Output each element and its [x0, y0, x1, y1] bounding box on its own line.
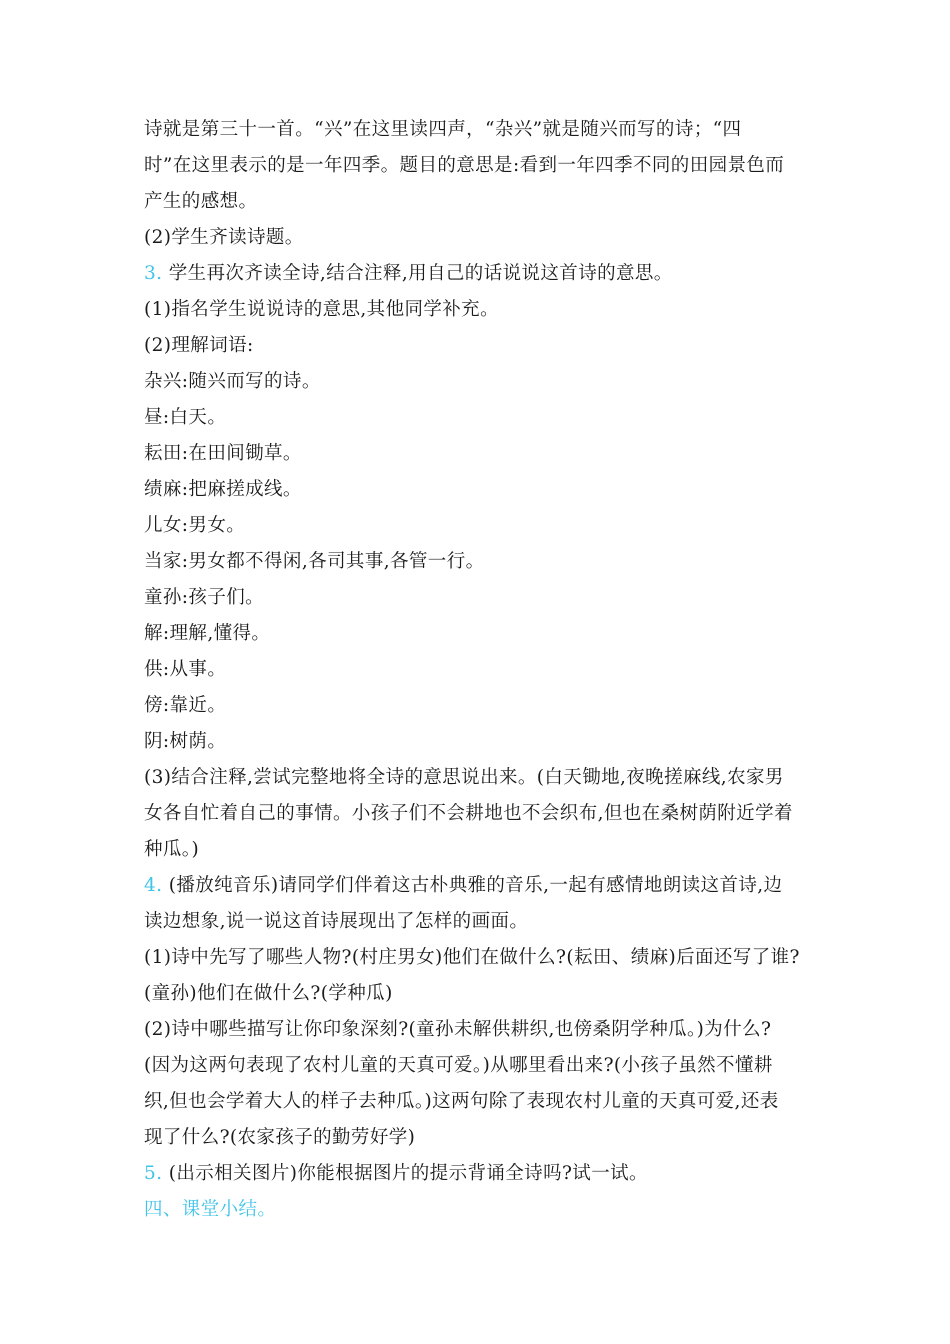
paragraph-line: 读边想象,说一说这首诗展现出了怎样的画面。: [144, 911, 529, 932]
document-body: [144, 112, 824, 1228]
paragraph-line: (2)诗中哪些描写让你印象深刻?(童孙未解供耕织,也傍桑阴学种瓜。)为什么?: [144, 1019, 772, 1040]
paragraph-line: (2)学生齐读诗题。: [144, 227, 304, 248]
step-text: (播放纯音乐)请同学们伴着这古朴典雅的音乐,一起有感情地朗读这首诗,边: [162, 875, 783, 896]
step-number: 3.: [144, 263, 163, 284]
paragraph-line: (1)诗中先写了哪些人物?(村庄男女)他们在做什么?(耘田、绩麻)后面还写了谁?: [144, 947, 800, 968]
vocab-item: 昼:白天。: [144, 407, 227, 428]
paragraph-line: 女各自忙着自己的事情。小孩子们不会耕地也不会织布,但也在桑树荫附近学着: [144, 803, 793, 824]
vocab-item: 供:从事。: [144, 659, 227, 680]
paragraph-line: 织,但也会学着大人的样子去种瓜。)这两句除了表现农村儿童的天真可爱,还表: [144, 1091, 779, 1112]
vocab-item: 耘田:在田间锄草。: [144, 443, 302, 464]
vocab-item: 童孙:孩子们。: [144, 587, 265, 608]
vocab-item: 当家:男女都不得闲,各司其事,各管一行。: [144, 551, 485, 572]
paragraph-line: (3)结合注释,尝试完整地将全诗的意思说出来。(白天锄地,夜晚搓麻线,农家男: [144, 767, 784, 788]
paragraph-line: (因为这两句表现了农村儿童的天真可爱。)从哪里看出来?(小孩子虽然不懂耕: [144, 1055, 773, 1076]
paragraph-line: 种瓜。): [144, 839, 200, 860]
paragraph-line: 诗就是第三十一首。“兴”在这里读四声，“杂兴”就是随兴而写的诗；“四: [144, 119, 742, 140]
vocab-item: 杂兴:随兴而写的诗。: [144, 371, 321, 392]
section-heading: 四、课堂小结。: [144, 1199, 277, 1220]
paragraph-line: 产生的感想。: [144, 191, 258, 212]
step-3: [144, 256, 824, 292]
paragraph-line: (2)理解词语:: [144, 335, 254, 356]
step-4: [144, 868, 824, 904]
paragraph-line: 现了什么?(农家孩子的勤劳好学): [144, 1127, 416, 1148]
step-5: [144, 1156, 824, 1192]
vocab-item: 傍:靠近。: [144, 695, 227, 716]
paragraph-line: (1)指名学生说说诗的意思,其他同学补充。: [144, 299, 499, 320]
step-text: (出示相关图片)你能根据图片的提示背诵全诗吗?试一试。: [162, 1163, 648, 1184]
step-number: 5.: [144, 1163, 163, 1184]
paragraph-line: 时”在这里表示的是一年四季。题目的意思是:看到一年四季不同的田园景色而: [144, 155, 785, 176]
step-number: 4.: [144, 875, 163, 896]
vocab-item: 解:理解,懂得。: [144, 623, 271, 644]
vocab-item: 儿女:男女。: [144, 515, 246, 536]
paragraph-line: (童孙)他们在做什么?(学种瓜): [144, 983, 393, 1004]
step-text: 学生再次齐读全诗,结合注释,用自己的话说说这首诗的意思。: [162, 263, 673, 284]
vocab-item: 阴:树荫。: [144, 731, 227, 752]
vocab-item: 绩麻:把麻搓成线。: [144, 479, 302, 500]
